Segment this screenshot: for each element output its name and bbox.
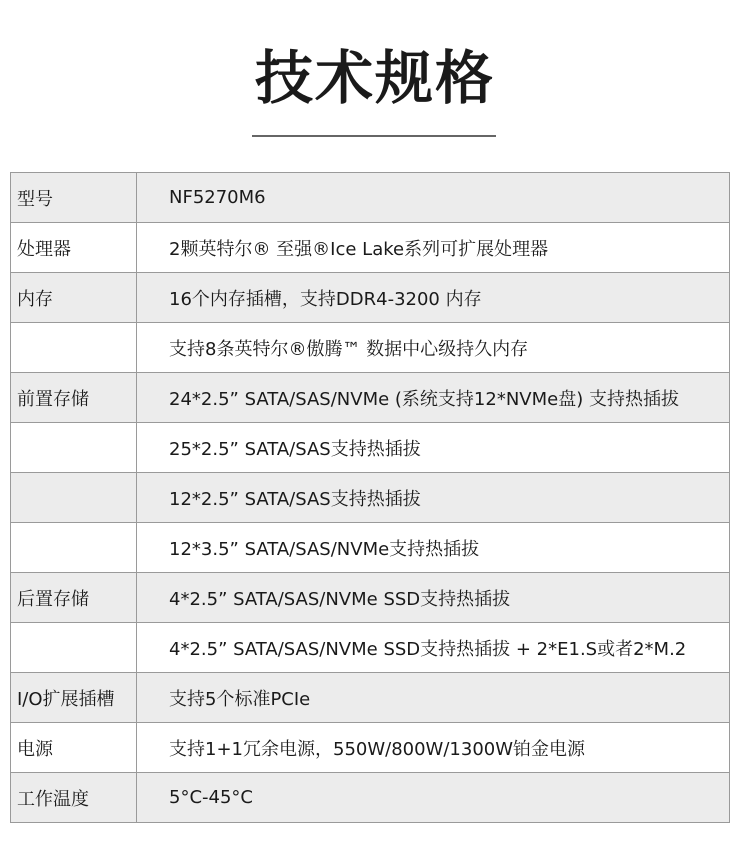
spec-row-power xyxy=(11,723,730,773)
spec-label: 处理器 xyxy=(11,223,137,273)
spec-value: 2颗英特尔® 至强®Ice Lake系列可扩展处理器 xyxy=(137,223,730,273)
spec-row-front-storage xyxy=(11,373,730,423)
spec-label xyxy=(11,473,137,523)
spec-row-temperature xyxy=(11,773,730,823)
spec-row-io-slots xyxy=(11,673,730,723)
spec-row-memory-2 xyxy=(11,323,730,373)
spec-label: 型号 xyxy=(11,173,137,223)
spec-value: 支持5个标准PCIe xyxy=(137,673,730,723)
spec-label: 电源 xyxy=(11,723,137,773)
spec-value: NF5270M6 xyxy=(137,173,730,223)
spec-label: 前置存储 xyxy=(11,373,137,423)
spec-table xyxy=(10,172,730,823)
title-divider xyxy=(252,135,496,137)
spec-label: I/O扩展插槽 xyxy=(11,673,137,723)
spec-label xyxy=(11,423,137,473)
spec-value: 12*2.5” SATA/SAS支持热插拔 xyxy=(137,473,730,523)
spec-row-front-storage-4 xyxy=(11,523,730,573)
spec-row-memory xyxy=(11,273,730,323)
spec-value: 支持1+1冗余电源，550W/800W/1300W铂金电源 xyxy=(137,723,730,773)
spec-label: 工作温度 xyxy=(11,773,137,823)
spec-label: 后置存储 xyxy=(11,573,137,623)
spec-value: 5°C-45°C xyxy=(137,773,730,823)
spec-value: 12*3.5” SATA/SAS/NVMe支持热插拔 xyxy=(137,523,730,573)
spec-row-front-storage-3 xyxy=(11,473,730,523)
spec-value: 4*2.5” SATA/SAS/NVMe SSD支持热插拔 xyxy=(137,573,730,623)
spec-value: 4*2.5” SATA/SAS/NVMe SSD支持热插拔 + 2*E1.S或者2*M.2 xyxy=(137,623,730,673)
spec-label xyxy=(11,523,137,573)
spec-label xyxy=(11,623,137,673)
spec-row-rear-storage xyxy=(11,573,730,623)
spec-label xyxy=(11,323,137,373)
spec-row-model xyxy=(11,173,730,223)
spec-value: 25*2.5” SATA/SAS支持热插拔 xyxy=(137,423,730,473)
spec-row-rear-storage-2 xyxy=(11,623,730,673)
spec-row-processor xyxy=(11,223,730,273)
spec-label: 内存 xyxy=(11,273,137,323)
spec-row-front-storage-2 xyxy=(11,423,730,473)
spec-value: 支持8条英特尔®傲腾™ 数据中心级持久内存 xyxy=(137,323,730,373)
page-title: 技术规格 xyxy=(254,44,495,112)
spec-value: 24*2.5” SATA/SAS/NVMe (系统支持12*NVMe盘) 支持热插拔 xyxy=(137,373,730,423)
spec-value: 16个内存插槽，支持DDR4-3200 内存 xyxy=(137,273,730,323)
